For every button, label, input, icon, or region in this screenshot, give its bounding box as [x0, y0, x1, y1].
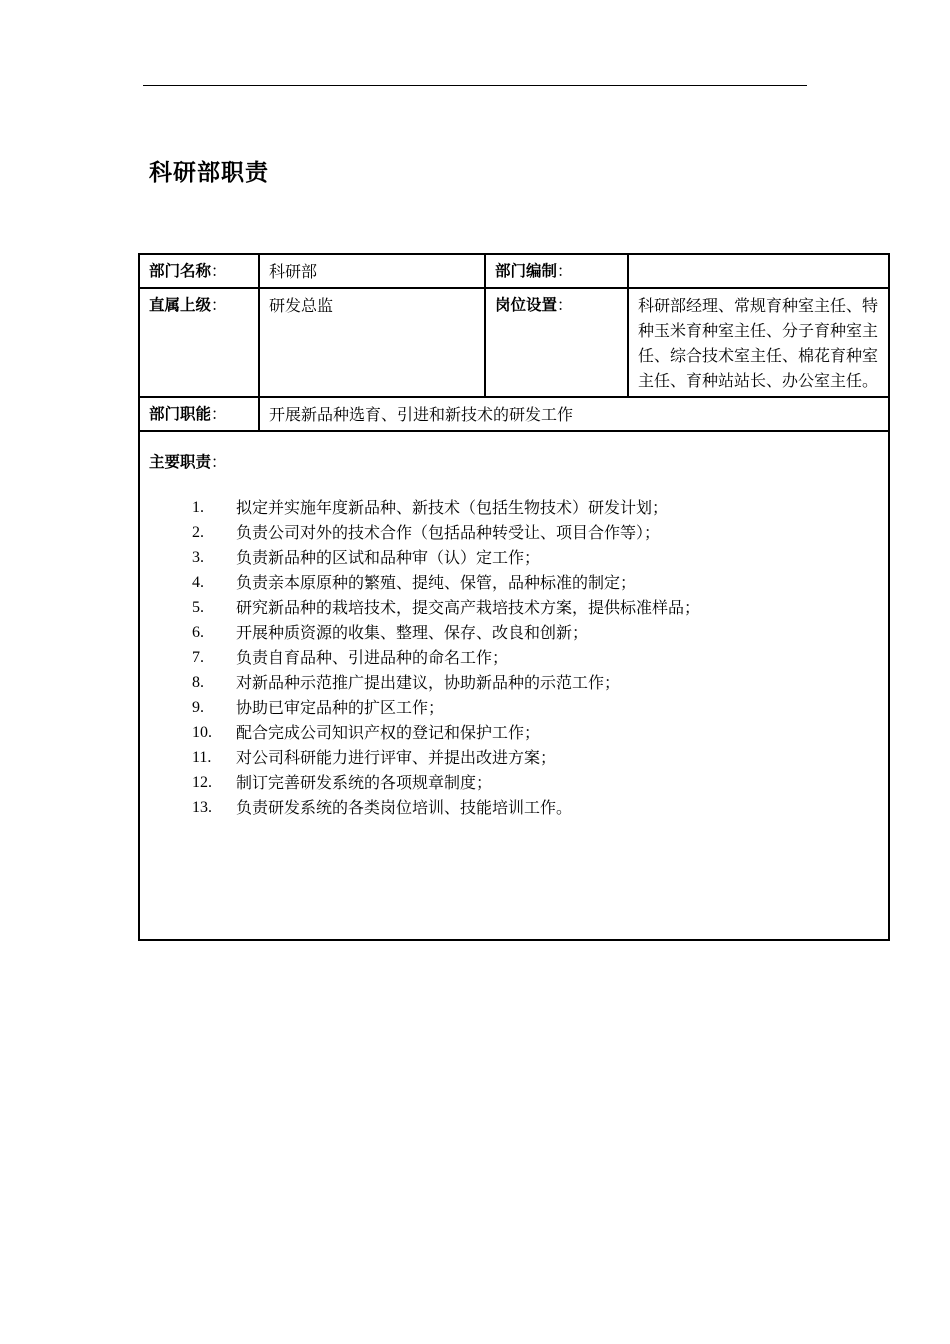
list-item-text: 开展种质资源的收集、整理、保存、改良和创新； — [236, 623, 589, 642]
dept-name-value: 科研部 — [259, 254, 485, 288]
superior-label: 直属上级 — [149, 296, 212, 314]
list-item-number: 9. — [192, 699, 204, 716]
list-item-number: 11. — [192, 749, 212, 766]
list-item-number: 6. — [192, 624, 204, 641]
list-item-number: 12. — [192, 774, 212, 791]
dept-staffing-label: 部门编制 — [495, 262, 558, 280]
positions-value: 科研部经理、常规育种室主任、特种玉米育种室主任、分子育种室主任、综合技术室主任、棉花育种室主任、育种站站长、办公室主任。 — [628, 288, 889, 397]
duties-list — [149, 495, 882, 820]
row-dept-name — [139, 254, 889, 288]
list-item-number: 7. — [192, 649, 204, 666]
list-item-number: 5. — [192, 599, 204, 616]
positions-label: 岗位设置 — [495, 296, 558, 314]
list-item-number: 4. — [192, 574, 204, 591]
dept-name-label-cell: 部门名称： — [139, 254, 259, 288]
list-item-text: 研究新品种的栽培技术，提交高产栽培技术方案，提供标准样品； — [236, 598, 701, 617]
list-item — [149, 670, 882, 695]
list-item-text: 负责自育品种、引进品种的命名工作； — [236, 648, 509, 667]
list-item — [149, 645, 882, 670]
list-item-number: 3. — [192, 549, 204, 566]
list-item-text: 负责亲本原原种的繁殖、提纯、保管，品种标准的制定； — [236, 573, 637, 592]
list-item-text: 对新品种示范推广提出建议，协助新品种的示范工作； — [236, 673, 621, 692]
positions-label-cell: 岗位设置： — [485, 288, 628, 397]
list-item — [149, 495, 882, 520]
list-item-number: 2. — [192, 524, 204, 541]
header-rule — [143, 85, 807, 86]
duties-cell — [139, 431, 889, 940]
list-item — [149, 795, 882, 820]
list-item-text: 负责新品种的区试和品种审（认）定工作； — [236, 548, 541, 567]
list-item-text: 负责研发系统的各类岗位培训、技能培训工作。 — [236, 798, 573, 817]
dept-name-label: 部门名称 — [149, 262, 212, 280]
list-item-number: 13. — [192, 799, 212, 816]
list-item-number: 1. — [192, 499, 204, 516]
duties-label: 主要职责 — [149, 453, 212, 471]
list-item — [149, 570, 882, 595]
list-item-text: 配合完成公司知识产权的登记和保护工作； — [236, 723, 541, 742]
duties-heading: 主要职责： — [149, 453, 227, 471]
superior-value: 研发总监 — [259, 288, 485, 397]
superior-label-cell: 直属上级： — [139, 288, 259, 397]
dept-staffing-value — [628, 254, 889, 288]
list-item — [149, 520, 882, 545]
dept-staffing-label-cell: 部门编制： — [485, 254, 628, 288]
list-item — [149, 695, 882, 720]
list-item — [149, 620, 882, 645]
list-item-text: 协助已审定品种的扩区工作； — [236, 698, 445, 717]
list-item-number: 10. — [192, 724, 212, 741]
function-label: 部门职能 — [149, 405, 212, 423]
row-superior — [139, 288, 889, 397]
list-item — [149, 770, 882, 795]
list-item — [149, 545, 882, 570]
responsibility-table — [138, 253, 890, 941]
list-item — [149, 720, 882, 745]
list-item-text: 拟定并实施年度新品种、新技术（包括生物技术）研发计划； — [236, 498, 669, 517]
row-duties — [139, 431, 889, 940]
page-title: 科研部职责 — [149, 160, 269, 186]
list-item — [149, 745, 882, 770]
list-item-text: 对公司科研能力进行评审、并提出改进方案； — [236, 748, 557, 767]
function-value: 开展新品种选育、引进和新技术的研发工作 — [259, 397, 889, 431]
list-item — [149, 595, 882, 620]
list-item-number: 8. — [192, 674, 204, 691]
row-function — [139, 397, 889, 431]
list-item-text: 负责公司对外的技术合作（包括品种转受让、项目合作等）； — [236, 523, 661, 542]
list-item-text: 制订完善研发系统的各项规章制度； — [236, 773, 493, 792]
function-label-cell: 部门职能： — [139, 397, 259, 431]
